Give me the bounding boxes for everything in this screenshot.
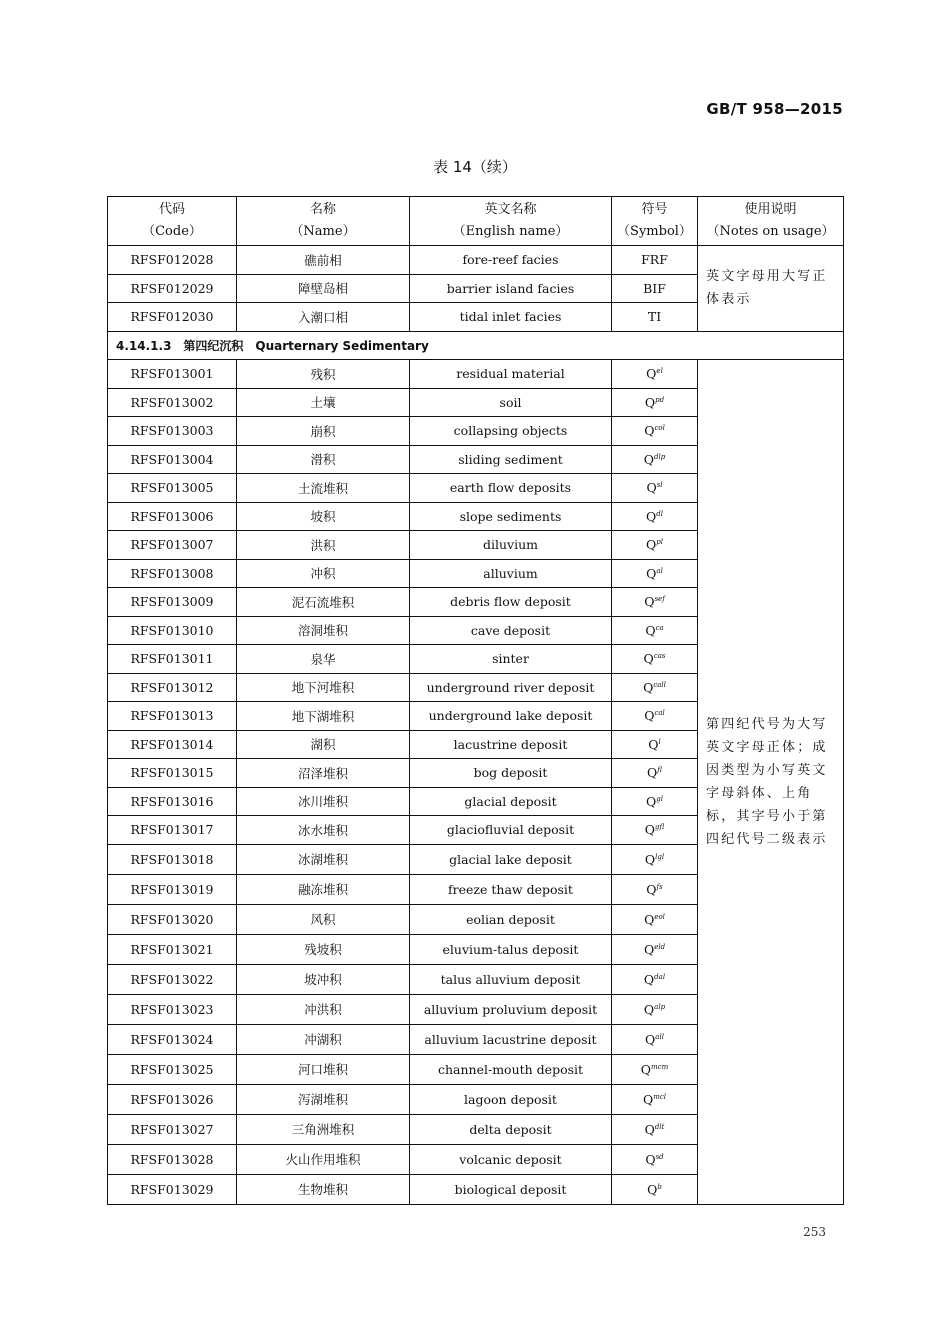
symbol-cell — [612, 934, 698, 964]
symbol-cell — [612, 388, 698, 417]
name-cell: 冲湖积 — [237, 1024, 410, 1054]
code-cell: RFSF013022 — [108, 964, 237, 994]
symbol-cell — [612, 303, 698, 332]
code-cell: RFSF013013 — [108, 702, 237, 731]
name-cell: 冰湖堆积 — [237, 844, 410, 874]
code-cell: RFSF013026 — [108, 1084, 237, 1114]
name-cell: 崩积 — [237, 417, 410, 446]
symbol-cell — [612, 616, 698, 645]
symbol-base: Q — [643, 1001, 655, 1017]
symbol-cell — [612, 702, 698, 731]
code-cell: RFSF013012 — [108, 673, 237, 702]
symbol-superscript: col — [654, 424, 665, 433]
name-cell: 沼泽堆积 — [237, 759, 410, 788]
code-cell: RFSF013006 — [108, 502, 237, 531]
symbol-superscript: fs — [656, 882, 663, 891]
symbol-cell — [612, 964, 698, 994]
name-cell: 风积 — [237, 904, 410, 934]
symbol-superscript: lgl — [655, 852, 665, 861]
code-cell: RFSF012029 — [108, 274, 237, 303]
usage-note: 英文字母用大写正体表示 — [698, 246, 844, 332]
symbol-superscript: dlp — [654, 452, 666, 461]
code-cell: RFSF013029 — [108, 1174, 237, 1204]
symbol-superscript: pl — [656, 538, 663, 547]
symbol-base: Q — [643, 971, 655, 987]
symbol-cell — [612, 994, 698, 1024]
name-cell: 土流堆积 — [237, 474, 410, 503]
english-name-cell: talus alluvium deposit — [410, 964, 612, 994]
symbol-superscript: sef — [654, 595, 665, 604]
symbol-base: Q — [646, 508, 657, 524]
symbol-base: Q — [646, 793, 657, 809]
name-cell: 土壤 — [237, 388, 410, 417]
name-cell: 融冻堆积 — [237, 874, 410, 904]
name-cell: 入潮口相 — [237, 303, 410, 332]
english-name-cell: delta deposit — [410, 1114, 612, 1144]
symbol-base: Q — [644, 911, 655, 927]
header-notes: 使用说明 （Notes on usage） — [698, 197, 844, 246]
section-row — [108, 331, 844, 360]
english-name-cell: volcanic deposit — [410, 1144, 612, 1174]
name-cell: 火山作用堆积 — [237, 1144, 410, 1174]
english-name-cell: alluvium lacustrine deposit — [410, 1024, 612, 1054]
symbol-superscript: cas — [653, 652, 666, 661]
symbol-base: Q — [643, 451, 655, 467]
symbol-base: Q — [646, 480, 657, 496]
symbol-superscript: el — [656, 367, 663, 376]
symbol-cell — [612, 759, 698, 788]
symbol-cell — [612, 274, 698, 303]
code-cell: RFSF013021 — [108, 934, 237, 964]
name-cell: 残积 — [237, 360, 410, 389]
symbol-base: Q — [647, 765, 658, 781]
english-name-cell: fore-reef facies — [410, 246, 612, 275]
symbol-superscript: gfl — [655, 823, 665, 832]
name-cell: 地下湖堆积 — [237, 702, 410, 731]
code-cell: RFSF013017 — [108, 816, 237, 845]
code-cell: RFSF013003 — [108, 417, 237, 446]
symbol-base: Q — [640, 1061, 652, 1077]
name-cell: 泥石流堆积 — [237, 588, 410, 617]
header-symbol: 符号 （Symbol） — [612, 197, 698, 246]
code-cell: RFSF013004 — [108, 445, 237, 474]
english-name-cell: debris flow deposit — [410, 588, 612, 617]
symbol-superscript: sl — [656, 481, 663, 490]
name-cell: 滑积 — [237, 445, 410, 474]
symbol-cell — [612, 246, 698, 275]
table-row — [108, 360, 844, 389]
code-cell: RFSF013014 — [108, 730, 237, 759]
code-table — [107, 196, 844, 1205]
symbol-superscript: mcm — [651, 1062, 669, 1071]
name-cell: 冲洪积 — [237, 994, 410, 1024]
symbol-superscript: b — [657, 1182, 662, 1191]
symbol-base: Q — [648, 736, 659, 752]
header-code: 代码 （Code） — [108, 197, 237, 246]
symbol-superscript: cal — [654, 709, 665, 718]
symbol-superscript: call — [653, 680, 666, 689]
symbol-cell — [612, 417, 698, 446]
symbol-cell — [612, 645, 698, 674]
english-name-cell: eolian deposit — [410, 904, 612, 934]
name-cell: 坡积 — [237, 502, 410, 531]
symbol-superscript: alp — [654, 1002, 666, 1011]
usage-note: 第四纪代号为大写英文字母正体；成因类型为小写英文字母斜体、上角标，其字号小于第四纪代号二级表示 — [698, 360, 844, 1205]
symbol-base: Q — [643, 941, 655, 957]
symbol-base: BIF — [643, 280, 666, 296]
english-name-cell: glaciofluvial deposit — [410, 816, 612, 845]
symbol-cell — [612, 559, 698, 588]
english-name-cell: alluvium proluvium deposit — [410, 994, 612, 1024]
symbol-base: Q — [643, 651, 654, 667]
name-cell: 障壁岛相 — [237, 274, 410, 303]
symbol-superscript: ca — [655, 623, 664, 632]
table-caption: 表 14（续） — [433, 158, 517, 176]
code-cell: RFSF013001 — [108, 360, 237, 389]
english-name-cell: tidal inlet facies — [410, 303, 612, 332]
code-cell: RFSF013009 — [108, 588, 237, 617]
symbol-base: FRF — [641, 252, 668, 268]
symbol-base: Q — [643, 679, 654, 695]
english-name-cell: alluvium — [410, 559, 612, 588]
symbol-cell — [612, 588, 698, 617]
name-cell: 生物堆积 — [237, 1174, 410, 1204]
code-cell: RFSF013018 — [108, 844, 237, 874]
name-cell: 地下河堆积 — [237, 673, 410, 702]
symbol-base: Q — [644, 594, 655, 610]
symbol-cell — [612, 1174, 698, 1204]
symbol-base: Q — [644, 394, 656, 410]
symbol-base: TI — [647, 309, 662, 325]
english-name-cell: glacial deposit — [410, 787, 612, 816]
symbol-cell — [612, 730, 698, 759]
table-header-row — [108, 197, 844, 246]
code-cell: RFSF013028 — [108, 1144, 237, 1174]
code-cell: RFSF013007 — [108, 531, 237, 560]
symbol-cell — [612, 844, 698, 874]
symbol-superscript: dlt — [654, 1122, 665, 1131]
table-row — [108, 246, 844, 275]
symbol-base: Q — [646, 565, 657, 581]
english-name-cell: lagoon deposit — [410, 1084, 612, 1114]
symbol-cell — [612, 1114, 698, 1144]
symbol-cell — [612, 904, 698, 934]
code-cell: RFSF013016 — [108, 787, 237, 816]
symbol-cell — [612, 531, 698, 560]
code-cell: RFSF013025 — [108, 1054, 237, 1084]
symbol-base: Q — [646, 881, 657, 897]
symbol-base: Q — [644, 851, 656, 867]
english-name-cell: soil — [410, 388, 612, 417]
symbol-cell — [612, 1024, 698, 1054]
code-cell: RFSF013002 — [108, 388, 237, 417]
symbol-superscript: pd — [655, 395, 665, 404]
symbol-cell — [612, 474, 698, 503]
english-name-cell: cave deposit — [410, 616, 612, 645]
symbol-cell — [612, 445, 698, 474]
header-english-name: 英文名称 （English name） — [410, 197, 612, 246]
symbol-superscript: eld — [654, 942, 666, 951]
symbol-cell — [612, 360, 698, 389]
symbol-superscript: fl — [657, 766, 662, 775]
code-cell: RFSF013020 — [108, 904, 237, 934]
english-name-cell: sinter — [410, 645, 612, 674]
symbol-cell — [612, 1054, 698, 1084]
name-cell: 河口堆积 — [237, 1054, 410, 1084]
symbol-superscript: dl — [656, 509, 663, 518]
name-cell: 冰水堆积 — [237, 816, 410, 845]
code-cell: RFSF013023 — [108, 994, 237, 1024]
symbol-cell — [612, 787, 698, 816]
english-name-cell: freeze thaw deposit — [410, 874, 612, 904]
name-cell: 溶洞堆积 — [237, 616, 410, 645]
symbol-cell — [612, 502, 698, 531]
symbol-base: Q — [646, 366, 657, 382]
code-cell: RFSF013011 — [108, 645, 237, 674]
symbol-base: Q — [645, 622, 656, 638]
english-name-cell: glacial lake deposit — [410, 844, 612, 874]
code-cell: RFSF013027 — [108, 1114, 237, 1144]
symbol-base: Q — [645, 1151, 656, 1167]
code-cell: RFSF013015 — [108, 759, 237, 788]
english-name-cell: underground lake deposit — [410, 702, 612, 731]
symbol-cell — [612, 816, 698, 845]
symbol-base: Q — [645, 1031, 656, 1047]
name-cell: 礁前相 — [237, 246, 410, 275]
symbol-superscript: eol — [654, 912, 665, 921]
symbol-base: Q — [646, 537, 657, 553]
symbol-superscript: mcl — [653, 1092, 667, 1101]
name-cell: 冲积 — [237, 559, 410, 588]
name-cell: 湖积 — [237, 730, 410, 759]
page-number: 253 — [803, 1225, 826, 1239]
symbol-superscript: all — [655, 1032, 664, 1041]
symbol-base: Q — [644, 822, 656, 838]
symbol-base: Q — [644, 423, 655, 439]
symbol-cell — [612, 1084, 698, 1114]
code-cell: RFSF013008 — [108, 559, 237, 588]
english-name-cell: barrier island facies — [410, 274, 612, 303]
symbol-superscript: sd — [655, 1152, 664, 1161]
name-cell: 残坡积 — [237, 934, 410, 964]
english-name-cell: bog deposit — [410, 759, 612, 788]
english-name-cell: sliding sediment — [410, 445, 612, 474]
symbol-cell — [612, 874, 698, 904]
english-name-cell: biological deposit — [410, 1174, 612, 1204]
standard-code: GB/T 958—2015 — [706, 100, 843, 118]
header-name: 名称 （Name） — [237, 197, 410, 246]
name-cell: 泉华 — [237, 645, 410, 674]
symbol-base: Q — [642, 1091, 654, 1107]
english-name-cell: underground river deposit — [410, 673, 612, 702]
english-name-cell: residual material — [410, 360, 612, 389]
symbol-superscript: l — [658, 737, 661, 746]
english-name-cell: channel-mouth deposit — [410, 1054, 612, 1084]
english-name-cell: eluvium-talus deposit — [410, 934, 612, 964]
english-name-cell: diluvium — [410, 531, 612, 560]
english-name-cell: earth flow deposits — [410, 474, 612, 503]
code-cell: RFSF013024 — [108, 1024, 237, 1054]
code-cell: RFSF013010 — [108, 616, 237, 645]
symbol-base: Q — [644, 1121, 655, 1137]
symbol-superscript: gl — [656, 794, 663, 803]
name-cell: 坡冲积 — [237, 964, 410, 994]
symbol-base: Q — [647, 1181, 658, 1197]
name-cell: 泻湖堆积 — [237, 1084, 410, 1114]
english-name-cell: collapsing objects — [410, 417, 612, 446]
symbol-cell — [612, 673, 698, 702]
code-cell: RFSF012028 — [108, 246, 237, 275]
name-cell: 洪积 — [237, 531, 410, 560]
section-title: 4.14.1.3 第四纪沉积 Quarternary Sedimentary — [108, 331, 844, 360]
code-cell: RFSF013019 — [108, 874, 237, 904]
symbol-superscript: al — [656, 566, 663, 575]
symbol-base: Q — [644, 708, 655, 724]
name-cell: 冰川堆积 — [237, 787, 410, 816]
code-cell: RFSF013005 — [108, 474, 237, 503]
english-name-cell: slope sediments — [410, 502, 612, 531]
name-cell: 三角洲堆积 — [237, 1114, 410, 1144]
code-cell: RFSF012030 — [108, 303, 237, 332]
english-name-cell: lacustrine deposit — [410, 730, 612, 759]
symbol-cell — [612, 1144, 698, 1174]
symbol-superscript: dal — [654, 972, 666, 981]
